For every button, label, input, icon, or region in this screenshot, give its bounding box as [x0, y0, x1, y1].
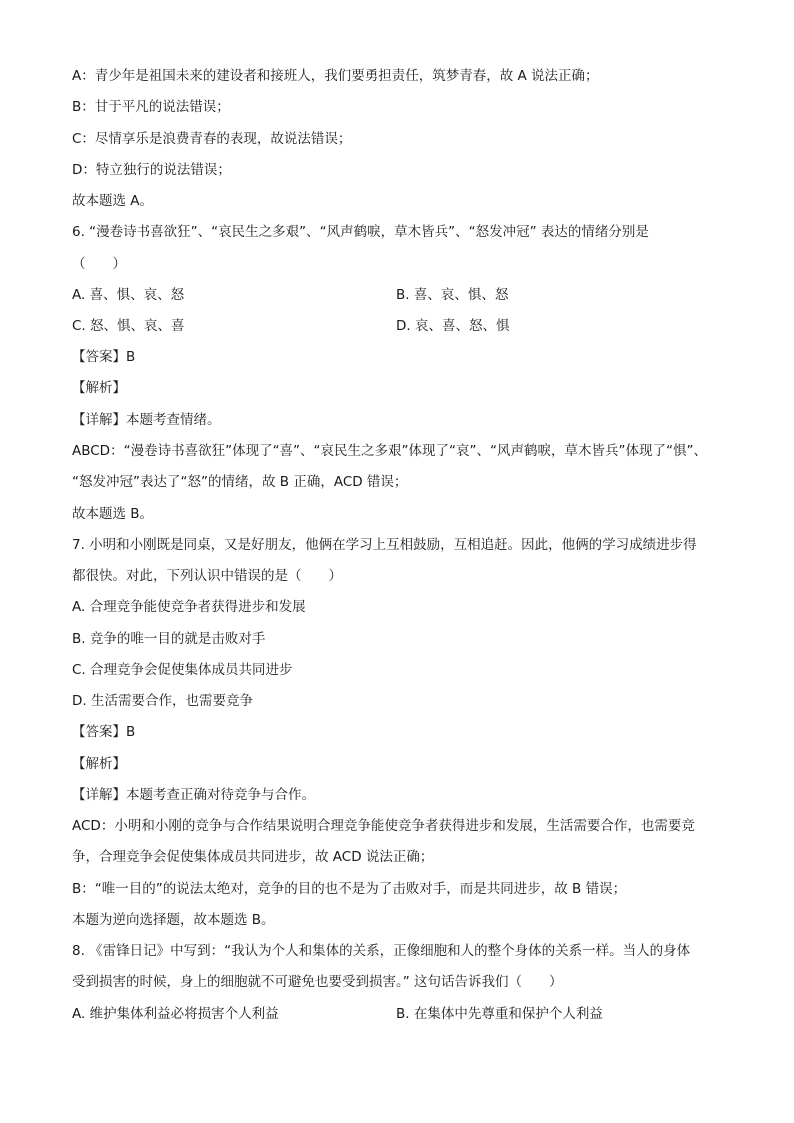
- q6-explain-line1: ABCD：“漫卷诗书喜欲狂”体现了“喜”、“哀民生之多艰”体现了“哀”、“风声鹤唳，草木皆兵”体现了“惧”、: [72, 443, 708, 459]
- q6-explain-line2: “怒发冲冠”表达了“怒”的情绪，故 B 正确，ACD 错误；: [72, 474, 408, 490]
- q7-answer: 【答案】B: [72, 724, 136, 740]
- q7-option-c: C. 合理竞争会促使集体成员共同进步: [72, 662, 293, 678]
- q7-stem-line1: 7. 小明和小刚既是同桌，又是好朋友，他俩在学习上互相鼓励，互相追赶。因此，他俩的学习成绩进步得: [72, 537, 697, 553]
- q5-analysis-c: C：尽情享乐是浪费青春的表现，故说法错误；: [72, 131, 352, 147]
- q7-detail: 【详解】本题考查正确对待竞争与合作。: [72, 787, 315, 803]
- q6-stem-line1: 6. “漫卷诗书喜欲狂”、“哀民生之多艰”、“风声鹤唳，草木皆兵”、“怒发冲冠” 表达的情绪分别是: [72, 224, 649, 240]
- q8-option-a: A. 维护集体利益必将损害个人利益: [72, 1006, 279, 1022]
- q8-option-b: B. 在集体中先尊重和保护个人利益: [396, 1006, 603, 1022]
- q5-analysis-b: B：甘于平凡的说法错误；: [72, 99, 230, 115]
- q6-option-a: A. 喜、惧、哀、怒: [72, 287, 185, 303]
- q8-stem-line1: 8. 《雷锋日记》中写到：“我认为个人和集体的关系，正像细胞和人的整个身体的关系一样。当人的身体: [72, 943, 691, 959]
- q7-stem-line2: 都很快。对此，下列认识中错误的是（ ）: [72, 568, 342, 584]
- q7-analysis-label: 【解析】: [72, 756, 126, 772]
- q6-option-c: C. 怒、惧、哀、喜: [72, 318, 185, 334]
- q6-detail: 【详解】本题考查情绪。: [72, 412, 221, 428]
- q7-conclusion: 本题为逆向选择题，故本题选 B。: [72, 912, 275, 928]
- q5-analysis-d: D：特立独行的说法错误；: [72, 162, 231, 178]
- q5-conclusion: 故本题选 A。: [72, 193, 154, 209]
- q7-option-b: B. 竞争的唯一目的就是击败对手: [72, 631, 266, 647]
- q6-option-b: B. 喜、哀、惧、怒: [396, 287, 509, 303]
- q7-option-d: D. 生活需要合作，也需要竞争: [72, 693, 253, 709]
- q6-stem-line2: （ ）: [72, 256, 126, 272]
- q6-option-d: D. 哀、喜、怒、惧: [396, 318, 510, 334]
- q6-analysis-label: 【解析】: [72, 380, 126, 396]
- q7-option-a: A. 合理竞争能使竞争者获得进步和发展: [72, 599, 306, 615]
- q5-analysis-a: A：青少年是祖国未来的建设者和接班人，我们要勇担责任，筑梦青春，故 A 说法正确；: [72, 68, 599, 84]
- q6-answer: 【答案】B: [72, 349, 136, 365]
- q7-explain-line3: B：“唯一目的”的说法太绝对，竞争的目的也不是为了击败对手，而是共同进步，故 B 错误；: [72, 881, 627, 897]
- q7-explain-line2: 争，合理竞争会促使集体成员共同进步，故 ACD 说法正确；: [72, 849, 434, 865]
- q7-explain-line1: ACD：小明和小刚的竞争与合作结果说明合理竞争能使竞争者获得进步和发展，生活需要合作，也需要竞: [72, 818, 695, 834]
- q8-stem-line2: 受到损害的时候，身上的细胞就不可避免也要受到损害。” 这句话告诉我们（ ）: [72, 974, 563, 990]
- q6-conclusion: 故本题选 B。: [72, 506, 154, 522]
